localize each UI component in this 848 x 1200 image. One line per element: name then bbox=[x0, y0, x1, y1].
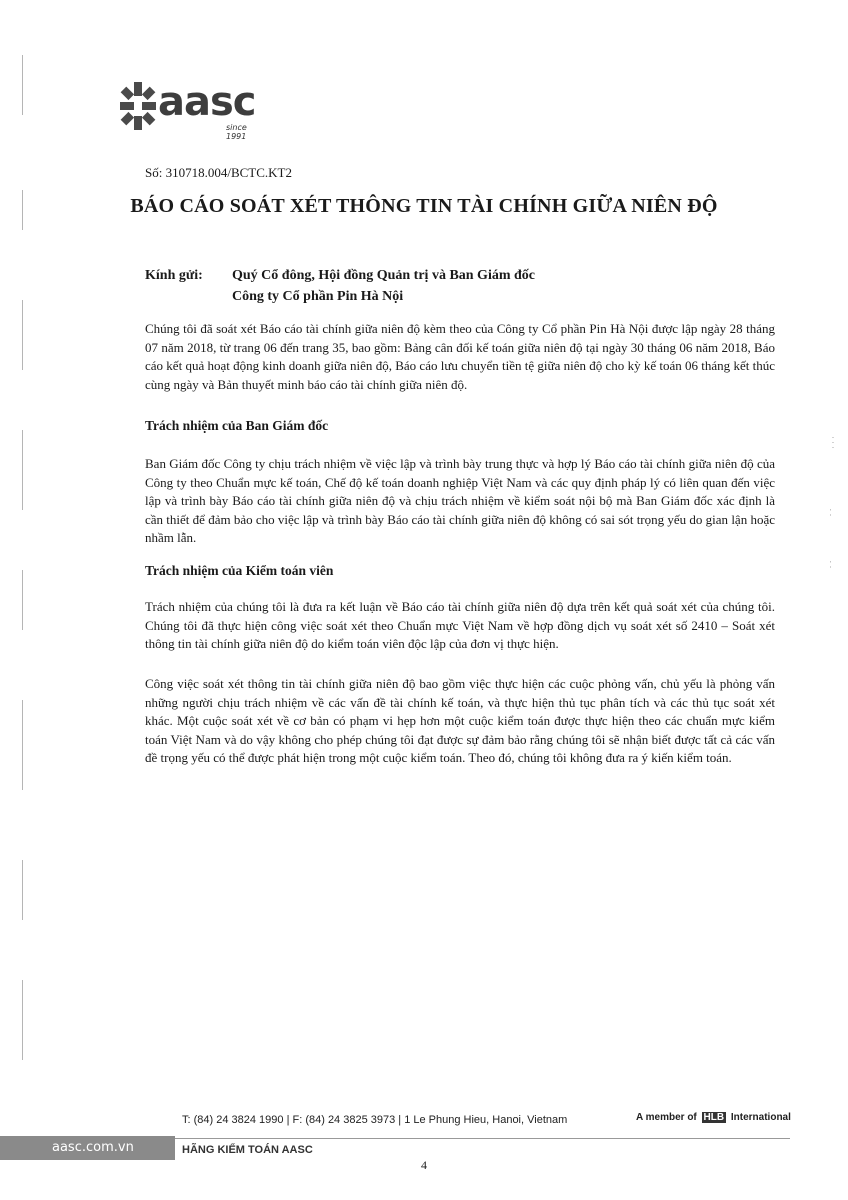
member-prefix: A member of bbox=[636, 1112, 697, 1123]
margin-artifact bbox=[22, 700, 23, 790]
margin-artifact bbox=[22, 980, 23, 1060]
auditor-paragraph-1: Trách nhiệm của chúng tôi là đưa ra kết luận về Báo cáo tài chính giữa niên độ dựa trên kết quả soát xét của chúng tôi. Chúng tôi đã thực hiện công việc soát xét theo Chuẩn mực Việt Nam về hợp đồng dịch vụ soát xét số 2410 – Soát xét thông tin tài chính giữa niên độ do kiểm toán viên độc lập của đơn vị thực hiện. bbox=[145, 599, 775, 651]
reference-number: Số: 310718.004/BCTC.KT2 bbox=[145, 165, 292, 180]
margin-artifact bbox=[22, 430, 23, 510]
margin-mark: · · · bbox=[827, 436, 837, 449]
auditor-paragraph-2: Công việc soát xét thông tin tài chính giữa niên độ bao gồm việc thực hiện các cuộc phỏng vấn, chủ yếu là phỏng vấn những người chịu trách nhiệm về các vấn đề tài chính kế toán, và thực hiện thủ tục phân tích và các thủ tục soát xét khác. Một cuộc soát xét về cơ bản có phạm vi hẹp hơn một cuộc kiểm toán được thực hiện theo các chuẩn mực kiểm toán Việt Nam và do vậy không cho phép chúng tôi đạt được sự đảm bảo rằng chúng tôi sẽ nhận biết được tất cả các vấn đề trọng yếu có thể được phát hiện trong một cuộc kiểm toán. Theo đó, chúng tôi không đưa ra ý kiến kiểm toán. bbox=[145, 676, 775, 765]
member-suffix: International bbox=[730, 1112, 791, 1123]
recipient-line-1: Quý Cổ đông, Hội đồng Quản trị và Ban Giám đốc bbox=[232, 268, 536, 283]
margin-artifact bbox=[22, 570, 23, 630]
management-paragraph: Ban Giám đốc Công ty chịu trách nhiệm về việc lập và trình bày trung thực và hợp lý Báo cáo tài chính giữa niên độ của Công ty theo Chuẩn mực kế toán, Chế độ kế toán doanh nghiệp Việt Nam và các quy định pháp lý có liên quan đến việc lập và trình bày Báo cáo tài chính giữa niên độ và chịu trách nhiệm về kiểm soát nội bộ mà Ban Giám đốc xác định là cần thiết để đảm bảo cho việc lập và trình bày Báo cáo tài chính giữa niên độ không có sai sót trọng yếu do gian lận hoặc nhầm lẫn. bbox=[145, 456, 775, 545]
footer-firm-name: HÃNG KIỂM TOÁN AASC bbox=[182, 1144, 313, 1156]
section-heading-auditor: Trách nhiệm của Kiểm toán viên bbox=[145, 563, 334, 578]
intro-paragraph: Chúng tôi đã soát xét Báo cáo tài chính giữa niên độ kèm theo của Công ty Cổ phần Pin Hà Nội được lập ngày 28 tháng 07 năm 2018, từ trang 06 đến trang 35, bao gồm: Bảng cân đối kế toán giữa niên độ tại ngày 30 tháng 06 năm 2018, Báo cáo kết quả hoạt động kinh doanh giữa niên độ, Báo cáo lưu chuyển tiền tệ giữa niên độ cho kỳ kế toán 06 tháng kết thúc cùng ngày và Bản thuyết minh báo cáo tài chính giữa niên độ. bbox=[145, 321, 775, 392]
company-logo bbox=[118, 79, 268, 141]
page-number: 4 bbox=[421, 1158, 427, 1172]
margin-artifact bbox=[22, 55, 23, 115]
logo-wordmark: aasc bbox=[158, 79, 256, 125]
recipient-label: Kính gửi: bbox=[145, 268, 203, 283]
report-title: BÁO CÁO SOÁT XÉT THÔNG TIN TÀI CHÍNH GIỮA NIÊN ĐỘ bbox=[130, 195, 718, 217]
logo-since: since 1991 bbox=[226, 123, 247, 141]
margin-mark: · · bbox=[825, 560, 835, 569]
aasc-star-icon bbox=[118, 80, 158, 132]
footer-member bbox=[636, 1112, 791, 1123]
section-heading-management: Trách nhiệm của Ban Giám đốc bbox=[145, 418, 329, 433]
footer-divider bbox=[175, 1138, 790, 1139]
margin-artifact bbox=[22, 860, 23, 920]
recipient-line-2: Công ty Cổ phần Pin Hà Nội bbox=[232, 289, 404, 304]
margin-mark: · · bbox=[825, 508, 835, 517]
footer-website: aasc.com.vn bbox=[52, 1140, 134, 1155]
footer-contact: T: (84) 24 3824 1990 | F: (84) 24 3825 3973 | 1 Le Phung Hieu, Hanoi, Vietnam bbox=[182, 1114, 568, 1126]
hlb-logo: HLB bbox=[703, 1112, 725, 1123]
margin-artifact bbox=[22, 300, 23, 370]
